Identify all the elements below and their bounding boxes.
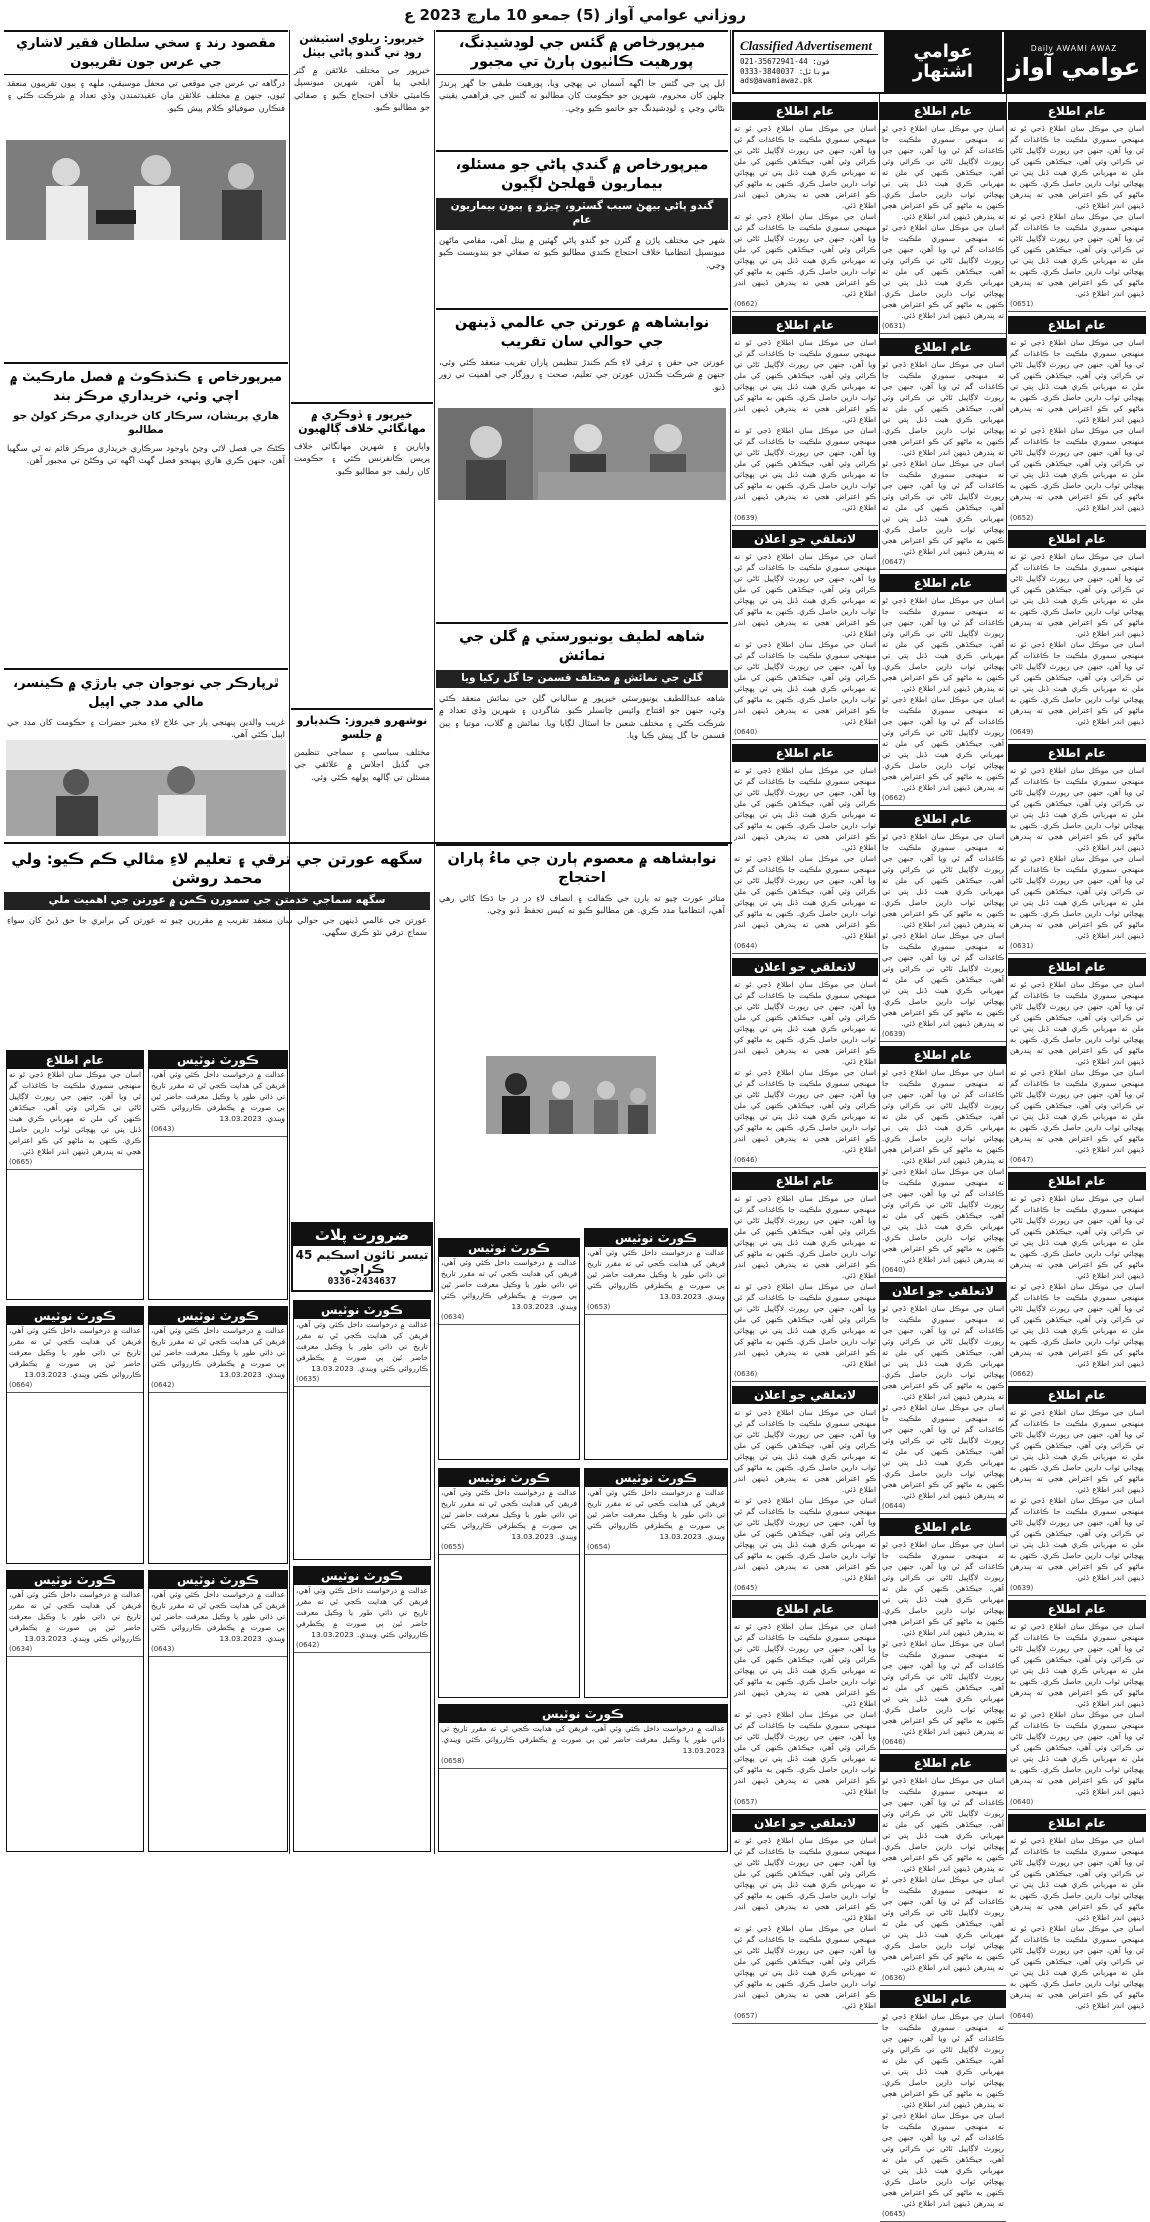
music-event-photo-image — [6, 140, 286, 240]
story-headline: نوابشاهه ۾ عورتن جي عالمي ڏينهن جي حوالي سان تقريب — [454, 315, 710, 350]
story-headline: خيرپور ۽ ڏوڪري ۾ مهانگائي خلاف ڳالهيون — [298, 408, 426, 435]
court-notice-text: عدالت ۾ درخواست داخل ڪئي وئي آهي، فريقن کي هدايت ڪجي ٿي ته مقرر تاريخ تي ذاتي طور يا وڪيل معرفت حاضر ٿين ٻي صورت ۾ يڪطرفي ڪارروائي ڪئي ويندي. 13.03.2023 — [151, 1070, 285, 1123]
notice-text: اسان جي موڪل سان اطلاع ڏجي ٿو ته منهنجي سموري ملڪيت جا ڪاغذات گم ٿي ويا آهن، جنهن جي رپورٽ لاڳاپيل ٿاڻي تي ڪرائي وئي آهي، جيڪڏهن ڪنهن کي ملن ته مهرباني ڪري هيٺ ڏنل پتي تي پهچائي ثواب دارين حاصل ڪري. ڪنهن به ماڻهو کي ڪو اعتراض هجي ته پندرهن ڏينهن اندر اطلاع ڏئي. — [1010, 980, 1144, 1066]
notice-heading: لاتعلقي جو اعلان — [732, 958, 878, 976]
notice-text: اسان جي موڪل سان اطلاع ڏجي ٿو ته منهنجي سموري ملڪيت جا ڪاغذات گم ٿي ويا آهن، جنهن جي رپورٽ لاڳاپيل ٿاڻي تي ڪرائي وئي آهي، جيڪڏهن ڪنهن کي ملن ته مهرباني ڪري هيٺ ڏنل پتي تي پهچائي ثواب دارين حاصل ڪري. ڪنهن به ماڻهو کي ڪو اعتراض هجي ته پندرهن ڏينهن اندر اطلاع ڏئي. — [882, 1068, 1004, 1165]
story-divider — [291, 708, 433, 710]
phone-line: 021-35672941-44 :فون — [740, 56, 831, 66]
notice-heading: عام اطلاع — [880, 1518, 1006, 1536]
notice-text: اسان جي موڪل سان اطلاع ڏجي ٿو ته منهنجي سموري ملڪيت جا ڪاغذات گم ٿي ويا آهن، جنهن جي رپورٽ لاڳاپيل ٿاڻي تي ڪرائي وئي آهي، جيڪڏهن ڪنهن کي ملن ته مهرباني ڪري هيٺ ڏنل پتي تي پهچائي ثواب دارين حاصل ڪري. ڪنهن به ماڻهو کي ڪو اعتراض هجي ته پندرهن ڏينهن اندر اطلاع ڏئي. — [734, 552, 876, 638]
court-notice-text: عدالت ۾ درخواست داخل ڪئي وئي آهي، فريقن کي هدايت ڪجي ٿي ته مقرر تاريخ تي ذاتي طور يا وڪيل معرفت حاضر ٿين ٻي صورت ۾ يڪطرفي ڪارروائي ڪئي ويندي. 13.03.2023 — [587, 1248, 725, 1301]
protest-photo — [486, 1056, 656, 1134]
notice-heading: عام اطلاع — [1008, 316, 1146, 334]
notice-text: اسان جي موڪل سان اطلاع ڏجي ٿو ته منهنجي سموري ملڪيت جا ڪاغذات گم ٿي ويا آهن، جنهن جي رپورٽ لاڳاپيل ٿاڻي تي ڪرائي وئي آهي، جيڪڏهن ڪنهن کي ملن ته مهرباني ڪري هيٺ ڏنل پتي تي پهچائي ثواب دارين حاصل ڪري. ڪنهن به ماڻهو کي ڪو اعتراض هجي ته پندرهن ڏينهن اندر اطلاع ڏئي. — [1010, 1282, 1144, 1368]
notice-text: اسان جي موڪل سان اطلاع ڏجي ٿو ته منهنجي سموري ملڪيت جا ڪاغذات گم ٿي ويا آهن، جنهن جي رپورٽ لاڳاپيل ٿاڻي تي ڪرائي وئي آهي، جيڪڏهن ڪنهن کي ملن ته مهرباني ڪري هيٺ ڏنل پتي تي پهچائي ثواب دارين حاصل ڪري. ڪنهن به ماڻهو کي ڪو اعتراض هجي ته پندرهن ڏينهن اندر اطلاع ڏئي. — [734, 1194, 876, 1280]
notice-text: اسان جي موڪل سان اطلاع ڏجي ٿو ته منهنجي سموري ملڪيت جا ڪاغذات گم ٿي ويا آهن، جنهن جي رپورٽ لاڳاپيل ٿاڻي تي ڪرائي وئي آهي، جيڪڏهن ڪنهن کي ملن ته مهرباني ڪري هيٺ ڏنل پتي تي پهچائي ثواب دارين حاصل ڪري. ڪنهن به ماڻهو کي ڪو اعتراض هجي ته پندرهن ڏينهن اندر اطلاع ڏئي. — [734, 1622, 876, 1708]
story-divider — [436, 622, 728, 624]
notice-ref: (0658) — [439, 1756, 727, 1769]
story-body: شاهه عبداللطيف يونيورسٽي خيرپور ۾ سالياني گلن جي نمائش منعقد ڪئي وئي، جنهن جو افتتاح وائيس چانسلر ڪيو. شاگردن ۽ شهرين وڏي تعداد ۾ شرڪت ڪئي ۽ مختلف شعبن جا اسٽال لڳايا ويا. نمائش ۾ گلاب، موتيا ۽ ٻين قسمن جا گل پيش ڪيا ويا. — [439, 693, 725, 741]
court-notice-box — [148, 1570, 288, 1852]
page-header — [0, 0, 1150, 30]
story-subhead: هاري پريشان، سرڪار کان خريداري مرڪز کولڻ جو مطالبو — [12, 410, 280, 436]
notice-text: اسان جي موڪل سان اطلاع ڏجي ٿو ته منهنجي سموري ملڪيت جا ڪاغذات گم ٿي ويا آهن، جنهن جي رپورٽ لاڳاپيل ٿاڻي تي ڪرائي وئي آهي، جيڪڏهن ڪنهن کي ملن ته مهرباني ڪري هيٺ ڏنل پتي تي پهچائي ثواب دارين حاصل ڪري. ڪنهن به ماڻهو کي ڪو اعتراض هجي ته پندرهن ڏينهن اندر اطلاع ڏئي. — [882, 459, 1004, 556]
story-womens-day-nawabshah — [436, 312, 728, 406]
classified-masthead — [732, 30, 1146, 94]
notice-ref: (0642) — [294, 1640, 430, 1653]
notice-heading: عام اطلاع — [732, 316, 878, 334]
notice-ref: (0646) — [732, 1155, 878, 1168]
story-mother-protest — [436, 848, 728, 1060]
notice-text: اسان جي موڪل سان اطلاع ڏجي ٿو ته منهنجي سموري ملڪيت جا ڪاغذات گم ٿي ويا آهن، جنهن جي رپورٽ لاڳاپيل ٿاڻي تي ڪرائي وئي آهي، جيڪڏهن ڪنهن کي ملن ته مهرباني ڪري هيٺ ڏنل پتي تي پهچائي ثواب دارين حاصل ڪري. ڪنهن به ماڻهو کي ڪو اعتراض هجي ته پندرهن ڏينهن اندر اطلاع ڏئي. — [882, 832, 1004, 929]
notice-column-3 — [732, 98, 878, 2020]
court-notice-title: ڪورٽ نوٽيس — [7, 1571, 143, 1589]
court-notice-text: عدالت ۾ درخواست داخل ڪئي وئي آهي، فريقن کي هدايت ڪجي ٿي ته مقرر تاريخ تي ذاتي طور يا وڪيل معرفت حاضر ٿين ٻي صورت ۾ يڪطرفي ڪارروائي ڪئي ويندي. 13.03.2023 — [587, 1488, 725, 1541]
court-notice-title: ڪورٽ نوٽيس — [439, 1469, 579, 1487]
contact-info — [734, 32, 884, 92]
notice-ref: (0631) — [880, 321, 1006, 334]
notice-heading: عام اطلاع — [732, 744, 878, 762]
story-body: غريب والدين پنهنجي ٻار جي علاج لاءِ مخير حضرات ۽ حڪومت کان مدد جي اپيل ڪئي آهي. — [7, 717, 285, 740]
court-notice-title: ڪورٽ نوٽيس — [585, 1229, 727, 1247]
notice-text: اسان جي موڪل سان اطلاع ڏجي ٿو ته منهنجي سموري ملڪيت جا ڪاغذات گم ٿي ويا آهن، جنهن جي رپورٽ لاڳاپيل ٿاڻي تي ڪرائي وئي آهي، جيڪڏهن ڪنهن کي ملن ته مهرباني ڪري هيٺ ڏنل پتي تي پهچائي ثواب دارين حاصل ڪري. ڪنهن به ماڻهو کي ڪو اعتراض هجي ته پندرهن ڏينهن اندر اطلاع ڏئي. — [882, 223, 1004, 320]
notice-text: اسان جي موڪل سان اطلاع ڏجي ٿو ته منهنجي سموري ملڪيت جا ڪاغذات گم ٿي ويا آهن، جنهن جي رپورٽ لاڳاپيل ٿاڻي تي ڪرائي وئي آهي، جيڪڏهن ڪنهن کي ملن ته مهرباني ڪري هيٺ ڏنل پتي تي پهچائي ثواب دارين حاصل ڪري. ڪنهن به ماڻهو کي ڪو اعتراض هجي ته پندرهن ڏينهن اندر اطلاع ڏئي. — [734, 212, 876, 298]
notice-text: اسان جي موڪل سان اطلاع ڏجي ٿو ته منهنجي سموري ملڪيت جا ڪاغذات گم ٿي ويا آهن، جنهن جي رپورٽ لاڳاپيل ٿاڻي تي ڪرائي وئي آهي، جيڪڏهن ڪنهن کي ملن ته مهرباني ڪري هيٺ ڏنل پتي تي پهچائي ثواب دارين حاصل ڪري. ڪنهن به ماڻهو کي ڪو اعتراض هجي ته پندرهن ڏينهن اندر اطلاع ڏئي. — [1010, 854, 1144, 940]
notice-ref: (0645) — [732, 1583, 878, 1596]
notice-ref: (0657) — [732, 2011, 878, 2024]
story-divider — [4, 362, 288, 364]
notice-text: اسان جي موڪل سان اطلاع ڏجي ٿو ته منهنجي سموري ملڪيت جا ڪاغذات گم ٿي ويا آهن، جنهن جي رپورٽ لاڳاپيل ٿاڻي تي ڪرائي وئي آهي، جيڪڏهن ڪنهن کي ملن ته مهرباني ڪري هيٺ ڏنل پتي تي پهچائي ثواب دارين حاصل ڪري. ڪنهن به ماڻهو کي ڪو اعتراض هجي ته پندرهن ڏينهن اندر اطلاع ڏئي. — [734, 1924, 876, 2010]
mobile-line: 0333-3840037 :موبائل — [740, 66, 831, 76]
notice-heading: عام اطلاع — [880, 102, 1006, 120]
notice-text: اسان جي موڪل سان اطلاع ڏجي ٿو ته منهنجي سموري ملڪيت جا ڪاغذات گم ٿي ويا آهن، جنهن جي رپورٽ لاڳاپيل ٿاڻي تي ڪرائي وئي آهي، جيڪڏهن ڪنهن کي ملن ته مهرباني ڪري هيٺ ڏنل پتي تي پهچائي ثواب دارين حاصل ڪري. ڪنهن به ماڻهو کي ڪو اعتراض هجي ته پندرهن ڏينهن اندر اطلاع ڏئي. — [734, 338, 876, 424]
story-headline: ٿرپارڪر جي نوجوان جي ٻارڙي ۾ ڪينسر، مالي مدد جي اپيل — [13, 676, 279, 710]
notice-text: اسان جي موڪل سان اطلاع ڏجي ٿو ته منهنجي سموري ملڪيت جا ڪاغذات گم ٿي ويا آهن، جنهن جي رپورٽ لاڳاپيل ٿاڻي تي ڪرائي وئي آهي، جيڪڏهن ڪنهن کي ملن ته مهرباني ڪري هيٺ ڏنل پتي تي پهچائي ثواب دارين حاصل ڪري. ڪنهن به ماڻهو کي ڪو اعتراض هجي ته پندرهن ڏينهن اندر اطلاع ڏئي. — [1010, 1836, 1144, 1922]
notice-text: اسان جي موڪل سان اطلاع ڏجي ٿو ته منهنجي سموري ملڪيت جا ڪاغذات گم ٿي ويا آهن، جنهن جي رپورٽ لاڳاپيل ٿاڻي تي ڪرائي وئي آهي، جيڪڏهن ڪنهن کي ملن ته مهرباني ڪري هيٺ ڏنل پتي تي پهچائي ثواب دارين حاصل ڪري. ڪنهن به ماڻهو کي ڪو اعتراض هجي ته پندرهن ڏينهن اندر اطلاع ڏئي. — [1010, 1408, 1144, 1494]
court-notice-box — [584, 1228, 728, 1460]
story-headline: مقصود رند ۽ سخي سلطان فقير لاشاري جي عرس جون تقريبون — [4, 30, 288, 75]
notice-heading: عام اطلاع — [732, 102, 878, 120]
notice-heading: لاتعلقي جو اعلان — [880, 1282, 1006, 1300]
column-rule — [434, 30, 435, 1854]
story-subhead: گندو پاڻي بيهڻ سبب گسٽرو، ڇيڙو ۽ ٻيون بيماريون عام — [436, 198, 728, 230]
court-notice-title: ڪورٽ نوٽيس — [439, 1239, 579, 1257]
email-line: ads@awamiawaz.pk — [740, 76, 813, 86]
court-notice-box — [438, 1704, 728, 1852]
notice-text: اسان جي موڪل سان اطلاع ڏجي ٿو ته منهنجي سموري ملڪيت جا ڪاغذات گم ٿي ويا آهن، جنهن جي رپورٽ لاڳاپيل ٿاڻي تي ڪرائي وئي آهي، جيڪڏهن ڪنهن کي ملن ته مهرباني ڪري هيٺ ڏنل پتي تي پهچائي ثواب دارين حاصل ڪري. ڪنهن به ماڻهو کي ڪو اعتراض هجي ته پندرهن ڏينهن اندر اطلاع ڏئي. — [882, 1304, 1004, 1401]
notice-heading: عام اطلاع — [1008, 1814, 1146, 1832]
notice-ref: (0644) — [880, 1501, 1006, 1514]
notice-text: اسان جي موڪل سان اطلاع ڏجي ٿو ته منهنجي سموري ملڪيت جا ڪاغذات گم ٿي ويا آهن، جنهن جي رپورٽ لاڳاپيل ٿاڻي تي ڪرائي وئي آهي، جيڪڏهن ڪنهن کي ملن ته مهرباني ڪري هيٺ ڏنل پتي تي پهچائي ثواب دارين حاصل ڪري. ڪنهن به ماڻهو کي ڪو اعتراض هجي ته پندرهن ڏينهن اندر اطلاع ڏئي. — [882, 931, 1004, 1028]
notice-title: عام اطلاع — [7, 1051, 143, 1069]
court-notice-text: عدالت ۾ درخواست داخل ڪئي وئي آهي، فريقن کي هدايت ڪجي ٿي ته مقرر تاريخ تي ذاتي طور يا وڪيل معرفت حاضر ٿين ٻي صورت ۾ يڪطرفي ڪارروائي ڪئي ويندي. 13.03.2023 — [441, 1258, 577, 1311]
court-notice-box — [584, 1468, 728, 1698]
notice-text: اسان جي موڪل سان اطلاع ڏجي ٿو ته منهنجي سموري ملڪيت جا ڪاغذات گم ٿي ويا آهن، جنهن جي رپورٽ لاڳاپيل ٿاڻي تي ڪرائي وئي آهي، جيڪڏهن ڪنهن کي ملن ته مهرباني ڪري هيٺ ڏنل پتي تي پهچائي ثواب دارين حاصل ڪري. ڪنهن به ماڻهو کي ڪو اعتراض هجي ته پندرهن ڏينهن اندر اطلاع ڏئي. — [882, 124, 1004, 221]
notice-heading: عام اطلاع — [880, 1046, 1006, 1064]
notice-text: اسان جي موڪل سان اطلاع ڏجي ٿو ته منهنجي سموري ملڪيت جا ڪاغذات گم ٿي ويا آهن، جنهن جي رپورٽ لاڳاپيل ٿاڻي تي ڪرائي وئي آهي، جيڪڏهن ڪنهن کي ملن ته مهرباني ڪري هيٺ ڏنل پتي تي پهچائي ثواب دارين حاصل ڪري. ڪنهن به ماڻهو کي ڪو اعتراض هجي ته پندرهن ڏينهن اندر اطلاع ڏئي. — [1010, 1194, 1144, 1280]
court-notice-title: ڪورٽ نوٽيس — [7, 1307, 143, 1325]
court-notice-text: عدالت ۾ درخواست داخل ڪئي وئي آهي، فريقن کي هدايت ڪجي ٿي ته مقرر تاريخ تي ذاتي طور يا وڪيل معرفت حاضر ٿين ٻي صورت ۾ يڪطرفي ڪارروائي ڪئي ويندي. 13.03.2023 — [441, 1488, 577, 1541]
notice-ref: (0653) — [585, 1302, 727, 1315]
notice-ref: (0636) — [732, 1369, 878, 1382]
court-notice-text: عدالت ۾ درخواست داخل ڪئي وئي آهي، فريقن کي هدايت ڪجي ٿي ته مقرر تاريخ تي ذاتي طور يا وڪيل معرفت حاضر ٿين ٻي صورت ۾ يڪطرفي ڪارروائي ڪئي ويندي. 13.03.2023 — [296, 1586, 428, 1639]
notice-text: اسان جي موڪل سان اطلاع ڏجي ٿو ته منهنجي سموري ملڪيت جا ڪاغذات گم ٿي ويا آهن، جنهن جي رپورٽ لاڳاپيل ٿاڻي تي ڪرائي وئي آهي، جيڪڏهن ڪنهن کي ملن ته مهرباني ڪري هيٺ ڏنل پتي تي پهچائي ثواب دارين حاصل ڪري. ڪنهن به ماڻهو کي ڪو اعتراض هجي ته پندرهن ڏينهن اندر اطلاع ڏئي. — [9, 1070, 141, 1156]
notice-heading: عام اطلاع — [880, 338, 1006, 356]
notice-text: اسان جي موڪل سان اطلاع ڏجي ٿو ته منهنجي سموري ملڪيت جا ڪاغذات گم ٿي ويا آهن، جنهن جي رپورٽ لاڳاپيل ٿاڻي تي ڪرائي وئي آهي، جيڪڏهن ڪنهن کي ملن ته مهرباني ڪري هيٺ ڏنل پتي تي پهچائي ثواب دارين حاصل ڪري. ڪنهن به ماڻهو کي ڪو اعتراض هجي ته پندرهن ڏينهن اندر اطلاع ڏئي. — [734, 1408, 876, 1494]
court-notice-text: عدالت ۾ درخواست داخل ڪئي وئي آهي، فريقن کي هدايت ڪجي ٿي ته مقرر تاريخ تي ذاتي طور يا وڪيل معرفت حاضر ٿين ٻي صورت ۾ يڪطرفي ڪارروائي ڪئي ويندي. 13.03.2023 — [151, 1590, 285, 1643]
notice-column-2 — [880, 98, 1006, 2218]
notice-ref: (0649) — [1008, 727, 1146, 740]
story-khairpur-drainage — [291, 30, 433, 400]
story-body: متاثر عورت چيو ته ٻارن جي ڪفالت ۽ انصاف لاءِ در در جا ڌڪا کائي رهي آهي، انتظاميا مدد ڪري. هن مطالبو ڪيو ته کيس تحفظ ڏنو وڃي. — [439, 893, 725, 916]
notice-heading: لاتعلقي جو اعلان — [732, 1386, 878, 1404]
notice-heading: عام اطلاع — [1008, 102, 1146, 120]
general-notice-box — [6, 1050, 144, 1300]
notice-ref: (0662) — [732, 299, 878, 312]
story-sigh-women — [4, 848, 430, 1048]
story-flower-exhibition — [436, 626, 728, 840]
notice-heading: عام اطلاع — [1008, 958, 1146, 976]
story-divider — [4, 668, 288, 670]
notice-heading: عام اطلاع — [880, 810, 1006, 828]
notice-ref: (0664) — [7, 1380, 143, 1393]
notice-text: اسان جي موڪل سان اطلاع ڏجي ٿو ته منهنجي سموري ملڪيت جا ڪاغذات گم ٿي ويا آهن، جنهن جي رپورٽ لاڳاپيل ٿاڻي تي ڪرائي وئي آهي، جيڪڏهن ڪنهن کي ملن ته مهرباني ڪري هيٺ ڏنل پتي تي پهچائي ثواب دارين حاصل ڪري. ڪنهن به ماڻهو کي ڪو اعتراض هجي ته پندرهن ڏينهن اندر اطلاع ڏئي. — [734, 426, 876, 512]
notice-heading: عام اطلاع — [1008, 1172, 1146, 1190]
notice-heading: لاتعلقي جو اعلان — [732, 1814, 878, 1832]
court-notice-box — [148, 1306, 288, 1564]
notice-ref: (0634) — [439, 1312, 579, 1325]
court-notice-box — [6, 1306, 144, 1564]
story-body: واپارين ۽ شهرين مهانگائي خلاف پريس ڪانفرنس ڪئي ۽ حڪومت کان رليف جو مطالبو ڪيو. — [294, 441, 430, 476]
notice-text: اسان جي موڪل سان اطلاع ڏجي ٿو ته منهنجي سموري ملڪيت جا ڪاغذات گم ٿي ويا آهن، جنهن جي رپورٽ لاڳاپيل ٿاڻي تي ڪرائي وئي آهي، جيڪڏهن ڪنهن کي ملن ته مهرباني ڪري هيٺ ڏنل پتي تي پهچائي ثواب دارين حاصل ڪري. ڪنهن به ماڻهو کي ڪو اعتراض هجي ته پندرهن ڏينهن اندر اطلاع ڏئي. — [734, 1068, 876, 1154]
notice-text: اسان جي موڪل سان اطلاع ڏجي ٿو ته منهنجي سموري ملڪيت جا ڪاغذات گم ٿي ويا آهن، جنهن جي رپورٽ لاڳاپيل ٿاڻي تي ڪرائي وئي آهي، جيڪڏهن ڪنهن کي ملن ته مهرباني ڪري هيٺ ڏنل پتي تي پهچائي ثواب دارين حاصل ڪري. ڪنهن به ماڻهو کي ڪو اعتراض هجي ته پندرهن ڏينهن اندر اطلاع ڏئي. — [1010, 1924, 1144, 2010]
notice-ref: (0652) — [1008, 513, 1146, 526]
notice-ref: (0643) — [149, 1124, 287, 1137]
notice-ref: (0631) — [1008, 941, 1146, 954]
story-subhead: گلن جي نمائش ۾ مختلف قسمن جا گل رکيا ويا — [436, 670, 728, 688]
notice-text: اسان جي موڪل سان اطلاع ڏجي ٿو ته منهنجي سموري ملڪيت جا ڪاغذات گم ٿي ويا آهن، جنهن جي رپورٽ لاڳاپيل ٿاڻي تي ڪرائي وئي آهي، جيڪڏهن ڪنهن کي ملن ته مهرباني ڪري هيٺ ڏنل پتي تي پهچائي ثواب دارين حاصل ڪري. ڪنهن به ماڻهو کي ڪو اعتراض هجي ته پندرهن ڏينهن اندر اطلاع ڏئي. — [882, 1875, 1004, 1972]
notice-text: اسان جي موڪل سان اطلاع ڏجي ٿو ته منهنجي سموري ملڪيت جا ڪاغذات گم ٿي ويا آهن، جنهن جي رپورٽ لاڳاپيل ٿاڻي تي ڪرائي وئي آهي، جيڪڏهن ڪنهن کي ملن ته مهرباني ڪري هيٺ ڏنل پتي تي پهچائي ثواب دارين حاصل ڪري. ڪنهن به ماڻهو کي ڪو اعتراض هجي ته پندرهن ڏينهن اندر اطلاع ڏئي. — [734, 980, 876, 1066]
notice-heading: عام اطلاع — [732, 1600, 878, 1618]
classified-label: Classified Advertisement — [740, 38, 878, 55]
notice-heading: عام اطلاع — [880, 574, 1006, 592]
notice-text: اسان جي موڪل سان اطلاع ڏجي ٿو ته منهنجي سموري ملڪيت جا ڪاغذات گم ٿي ويا آهن، جنهن جي رپورٽ لاڳاپيل ٿاڻي تي ڪرائي وئي آهي، جيڪڏهن ڪنهن کي ملن ته مهرباني ڪري هيٺ ڏنل پتي تي پهچائي ثواب دارين حاصل ڪري. ڪنهن به ماڻهو کي ڪو اعتراض هجي ته پندرهن ڏينهن اندر اطلاع ڏئي. — [734, 854, 876, 940]
column-rule — [1006, 30, 1007, 1854]
story-wheat-market — [4, 366, 288, 666]
story-headline: سگهه عورتن جي ترقي ۽ تعليم لاءِ مثالي ڪم ڪيو: ولي محمد روشن — [11, 850, 423, 887]
story-body: عورتن جي حقن ۽ ترقي لاءِ ڪم ڪندڙ تنظيمن پاران تقريب منعقد ڪئي وئي، جنهن ۾ شرڪت ڪندڙن عورتن جي تعليم، صحت ۽ روزگار جي اهميت تي زور ڏنو. — [439, 357, 725, 392]
notice-ref: (0640) — [1008, 1797, 1146, 1810]
notice-ref: (0657) — [732, 1797, 878, 1810]
notice-heading: عام اطلاع — [1008, 1386, 1146, 1404]
notice-text: اسان جي موڪل سان اطلاع ڏجي ٿو ته منهنجي سموري ملڪيت جا ڪاغذات گم ٿي ويا آهن، جنهن جي رپورٽ لاڳاپيل ٿاڻي تي ڪرائي وئي آهي، جيڪڏهن ڪنهن کي ملن ته مهرباني ڪري هيٺ ڏنل پتي تي پهچائي ثواب دارين حاصل ڪري. ڪنهن به ماڻهو کي ڪو اعتراض هجي ته پندرهن ڏينهن اندر اطلاع ڏئي. — [1010, 124, 1144, 210]
notice-text: اسان جي موڪل سان اطلاع ڏجي ٿو ته منهنجي سموري ملڪيت جا ڪاغذات گم ٿي ويا آهن، جنهن جي رپورٽ لاڳاپيل ٿاڻي تي ڪرائي وئي آهي، جيڪڏهن ڪنهن کي ملن ته مهرباني ڪري هيٺ ڏنل پتي تي پهچائي ثواب دارين حاصل ڪري. ڪنهن به ماڻهو کي ڪو اعتراض هجي ته پندرهن ڏينهن اندر اطلاع ڏئي. — [1010, 212, 1144, 298]
story-body: درگاهه تي عرس جي موقعي تي محفل موسيقي، ملهه ۽ ٻيون تقريبون منعقد ٿيون، جنهن ۾ مختلف علائقن مان عقيدتمندن وڏي تعداد ۾ شرڪت ڪئي ۽ فنڪارن صوفياڻو ڪلام پيش ڪيو. — [7, 78, 285, 113]
notice-ref: (0662) — [1008, 1369, 1146, 1382]
notice-ref: (0639) — [732, 513, 878, 526]
story-headline: ميرپورخاص ۾ گئس جي لوڊشيڊنگ، پورهيت ڪاٺيون ٻارڻ تي مجبور — [436, 30, 728, 75]
notice-ref: (0654) — [585, 1542, 727, 1555]
notice-column-1 — [1008, 98, 1146, 2020]
notice-heading: لاتعلقي جو اعلان — [732, 530, 878, 548]
court-notice-title: ڪورٽ نوٽيس — [149, 1051, 287, 1069]
notice-text: اسان جي موڪل سان اطلاع ڏجي ٿو ته منهنجي سموري ملڪيت جا ڪاغذات گم ٿي ويا آهن، جنهن جي رپورٽ لاڳاپيل ٿاڻي تي ڪرائي وئي آهي، جيڪڏهن ڪنهن کي ملن ته مهرباني ڪري هيٺ ڏنل پتي تي پهچائي ثواب دارين حاصل ڪري. ڪنهن به ماڻهو کي ڪو اعتراض هجي ته پندرهن ڏينهن اندر اطلاع ڏئي. — [882, 2012, 1004, 2109]
notice-ref: (0639) — [880, 1029, 1006, 1042]
court-notice-box — [438, 1238, 580, 1460]
notice-text: اسان جي موڪل سان اطلاع ڏجي ٿو ته منهنجي سموري ملڪيت جا ڪاغذات گم ٿي ويا آهن، جنهن جي رپورٽ لاڳاپيل ٿاڻي تي ڪرائي وئي آهي، جيڪڏهن ڪنهن کي ملن ته مهرباني ڪري هيٺ ڏنل پتي تي پهچائي ثواب دارين حاصل ڪري. ڪنهن به ماڻهو کي ڪو اعتراض هجي ته پندرهن ڏينهن اندر اطلاع ڏئي. — [1010, 552, 1144, 638]
story-headline: ميرپورخاص ۽ ڪنڌڪوٽ ۾ فصل مارڪيٽ ۾ اچي وئي، خريداري مرڪز بند — [9, 370, 283, 404]
story-divider — [436, 150, 728, 152]
family-photo-image — [6, 740, 286, 836]
court-notice-text: عدالت ۾ درخواست داخل ڪئي وئي آهي، فريقن کي هدايت ڪجي ٿي ته مقرر تاريخ تي ذاتي طور يا وڪيل معرفت حاضر ٿين ٻي صورت ۾ يڪطرفي ڪارروائي ڪئي ويندي. 13.03.2023 — [441, 1724, 725, 1755]
ad-title: ضرورت پلاٽ — [293, 1224, 431, 1246]
court-notice-box — [438, 1468, 580, 1698]
notice-text: اسان جي موڪل سان اطلاع ڏجي ٿو ته منهنجي سموري ملڪيت جا ڪاغذات گم ٿي ويا آهن، جنهن جي رپورٽ لاڳاپيل ٿاڻي تي ڪرائي وئي آهي، جيڪڏهن ڪنهن کي ملن ته مهرباني ڪري هيٺ ڏنل پتي تي پهچائي ثواب دارين حاصل ڪري. ڪنهن به ماڻهو کي ڪو اعتراض هجي ته پندرهن ڏينهن اندر اطلاع ڏئي. — [734, 1496, 876, 1582]
notice-text: اسان جي موڪل سان اطلاع ڏجي ٿو ته منهنجي سموري ملڪيت جا ڪاغذات گم ٿي ويا آهن، جنهن جي رپورٽ لاڳاپيل ٿاڻي تي ڪرائي وئي آهي، جيڪڏهن ڪنهن کي ملن ته مهرباني ڪري هيٺ ڏنل پتي تي پهچائي ثواب دارين حاصل ڪري. ڪنهن به ماڻهو کي ڪو اعتراض هجي ته پندرهن ڏينهن اندر اطلاع ڏئي. — [882, 1167, 1004, 1264]
ad-phone: 0336-2434637 — [327, 1276, 397, 1287]
court-notice-box — [6, 1570, 144, 1852]
notice-heading: عام اطلاع — [732, 1172, 878, 1190]
ad-subtitle: تيسر ٽائون اسڪيم 45 ڪراچي — [295, 1248, 429, 1276]
notice-ref: (0640) — [880, 1265, 1006, 1278]
court-notice-text: عدالت ۾ درخواست داخل ڪئي وئي آهي، فريقن کي هدايت ڪجي ٿي ته مقرر تاريخ تي ذاتي طور يا وڪيل معرفت حاضر ٿين ٻي صورت ۾ يڪطرفي ڪارروائي ڪئي ويندي. 13.03.2023 — [9, 1590, 141, 1643]
court-notice-box — [293, 1300, 431, 1560]
court-notice-text: عدالت ۾ درخواست داخل ڪئي وئي آهي، فريقن کي هدايت ڪجي ٿي ته مقرر تاريخ تي ذاتي طور يا وڪيل معرفت حاضر ٿين ٻي صورت ۾ يڪطرفي ڪارروائي ڪئي ويندي. 13.03.2023 — [151, 1326, 285, 1379]
story-divider — [436, 844, 728, 846]
notice-text: اسان جي موڪل سان اطلاع ڏجي ٿو ته منهنجي سموري ملڪيت جا ڪاغذات گم ٿي ويا آهن، جنهن جي رپورٽ لاڳاپيل ٿاڻي تي ڪرائي وئي آهي، جيڪڏهن ڪنهن کي ملن ته مهرباني ڪري هيٺ ڏنل پتي تي پهچائي ثواب دارين حاصل ڪري. ڪنهن به ماڻهو کي ڪو اعتراض هجي ته پندرهن ڏينهن اندر اطلاع ڏئي. — [882, 695, 1004, 792]
protest-photo-image — [486, 1056, 656, 1134]
notice-ref: (0647) — [1008, 1155, 1146, 1168]
notice-ref: (0644) — [732, 941, 878, 954]
notice-ref: (0635) — [294, 1374, 430, 1387]
brand-logo: Daily AWAMI AWAZ عوامي آواز — [1004, 32, 1144, 92]
notice-text: اسان جي موڪل سان اطلاع ڏجي ٿو ته منهنجي سموري ملڪيت جا ڪاغذات گم ٿي ويا آهن، جنهن جي رپورٽ لاڳاپيل ٿاڻي تي ڪرائي وئي آهي، جيڪڏهن ڪنهن کي ملن ته مهرباني ڪري هيٺ ڏنل پتي تي پهچائي ثواب دارين حاصل ڪري. ڪنهن به ماڻهو کي ڪو اعتراض هجي ته پندرهن ڏينهن اندر اطلاع ڏئي. — [882, 1540, 1004, 1637]
story-headline: ميرپورخاص ۾ گندي پاڻي جو مسئلو، بيماريون ڦهلجڻ لڳيون — [455, 157, 709, 192]
court-notice-text: عدالت ۾ درخواست داخل ڪئي وئي آهي، فريقن کي هدايت ڪجي ٿي ته مقرر تاريخ تي ذاتي طور يا وڪيل معرفت حاضر ٿين ٻي صورت ۾ يڪطرفي ڪارروائي ڪئي ويندي. 13.03.2023 — [296, 1320, 428, 1373]
notice-ref: (0665) — [7, 1157, 143, 1170]
notice-ref: (0651) — [1008, 299, 1146, 312]
notice-text: اسان جي موڪل سان اطلاع ڏجي ٿو ته منهنجي سموري ملڪيت جا ڪاغذات گم ٿي ويا آهن، جنهن جي رپورٽ لاڳاپيل ٿاڻي تي ڪرائي وئي آهي، جيڪڏهن ڪنهن کي ملن ته مهرباني ڪري هيٺ ڏنل پتي تي پهچائي ثواب دارين حاصل ڪري. ڪنهن به ماڻهو کي ڪو اعتراض هجي ته پندرهن ڏينهن اندر اطلاع ڏئي. — [882, 1639, 1004, 1736]
story-divider — [4, 842, 732, 844]
story-headline: نوشهرو فيروز: ڪنڊيارو ۾ جلسو — [296, 714, 428, 741]
story-cancer-appeal — [4, 672, 288, 738]
notice-text: اسان جي موڪل سان اطلاع ڏجي ٿو ته منهنجي سموري ملڪيت جا ڪاغذات گم ٿي ويا آهن، جنهن جي رپورٽ لاڳاپيل ٿاڻي تي ڪرائي وئي آهي، جيڪڏهن ڪنهن کي ملن ته مهرباني ڪري هيٺ ڏنل پتي تي پهچائي ثواب دارين حاصل ڪري. ڪنهن به ماڻهو کي ڪو اعتراض هجي ته پندرهن ڏينهن اندر اطلاع ڏئي. — [734, 1710, 876, 1796]
notice-text: اسان جي موڪل سان اطلاع ڏجي ٿو ته منهنجي سموري ملڪيت جا ڪاغذات گم ٿي ويا آهن، جنهن جي رپورٽ لاڳاپيل ٿاڻي تي ڪرائي وئي آهي، جيڪڏهن ڪنهن کي ملن ته مهرباني ڪري هيٺ ڏنل پتي تي پهچائي ثواب دارين حاصل ڪري. ڪنهن به ماڻهو کي ڪو اعتراض هجي ته پندرهن ڏينهن اندر اطلاع ڏئي. — [734, 124, 876, 210]
story-headline: نوابشاهه ۾ معصوم ٻارن جي ماءُ پاران احتجاج — [447, 851, 717, 886]
notice-text: اسان جي موڪل سان اطلاع ڏجي ٿو ته منهنجي سموري ملڪيت جا ڪاغذات گم ٿي ويا آهن، جنهن جي رپورٽ لاڳاپيل ٿاڻي تي ڪرائي وئي آهي، جيڪڏهن ڪنهن کي ملن ته مهرباني ڪري هيٺ ڏنل پتي تي پهچائي ثواب دارين حاصل ڪري. ڪنهن به ماڻهو کي ڪو اعتراض هجي ته پندرهن ڏينهن اندر اطلاع ڏئي. — [1010, 1068, 1144, 1154]
notice-text: اسان جي موڪل سان اطلاع ڏجي ٿو ته منهنجي سموري ملڪيت جا ڪاغذات گم ٿي ويا آهن، جنهن جي رپورٽ لاڳاپيل ٿاڻي تي ڪرائي وئي آهي، جيڪڏهن ڪنهن کي ملن ته مهرباني ڪري هيٺ ڏنل پتي تي پهچائي ثواب دارين حاصل ڪري. ڪنهن به ماڻهو کي ڪو اعتراض هجي ته پندرهن ڏينهن اندر اطلاع ڏئي. — [734, 1836, 876, 1922]
story-body: ڪڻڪ جي فصل لاٿي وڃڻ باوجود سرڪاري خريداري مرڪز قائم نه ٿي سگهيا آهن، جنهن ڪري هاري پنهنجو فصل گهٽ اگهه تي وڪڻڻ تي مجبور آهن. — [7, 443, 285, 466]
notice-text: اسان جي موڪل سان اطلاع ڏجي ٿو ته منهنجي سموري ملڪيت جا ڪاغذات گم ٿي ويا آهن، جنهن جي رپورٽ لاڳاپيل ٿاڻي تي ڪرائي وئي آهي، جيڪڏهن ڪنهن کي ملن ته مهرباني ڪري هيٺ ڏنل پتي تي پهچائي ثواب دارين حاصل ڪري. ڪنهن به ماڻهو کي ڪو اعتراض هجي ته پندرهن ڏينهن اندر اطلاع ڏئي. — [1010, 1710, 1144, 1796]
family-photo — [6, 740, 286, 836]
court-notice-title: ڪورٽ نوٽيس — [439, 1705, 727, 1723]
court-notice-text: عدالت ۾ درخواست داخل ڪئي وئي آهي، فريقن کي هدايت ڪجي ٿي ته مقرر تاريخ تي ذاتي طور يا وڪيل معرفت حاضر ٿين ٻي صورت ۾ يڪطرفي ڪارروائي ڪئي ويندي. 13.03.2023 — [9, 1326, 141, 1379]
story-headline: خيرپور: ريلوي اسٽيشن روڊ تي گندو پاڻي بيٺل — [299, 32, 425, 59]
court-notice-title: ڪورٽ نوٽيس — [585, 1469, 727, 1487]
notice-ref: (0642) — [149, 1380, 287, 1393]
column-rule — [730, 30, 731, 1854]
event-photo — [438, 408, 726, 500]
notice-ref: (0662) — [880, 793, 1006, 806]
notice-text: اسان جي موڪل سان اطلاع ڏجي ٿو ته منهنجي سموري ملڪيت جا ڪاغذات گم ٿي ويا آهن، جنهن جي رپورٽ لاڳاپيل ٿاڻي تي ڪرائي وئي آهي، جيڪڏهن ڪنهن کي ملن ته مهرباني ڪري هيٺ ڏنل پتي تي پهچائي ثواب دارين حاصل ڪري. ڪنهن به ماڻهو کي ڪو اعتراض هجي ته پندرهن ڏينهن اندر اطلاع ڏئي. — [734, 1282, 876, 1368]
notice-ref: (0645) — [880, 2209, 1006, 2222]
notice-text: اسان جي موڪل سان اطلاع ڏجي ٿو ته منهنجي سموري ملڪيت جا ڪاغذات گم ٿي ويا آهن، جنهن جي رپورٽ لاڳاپيل ٿاڻي تي ڪرائي وئي آهي، جيڪڏهن ڪنهن کي ملن ته مهرباني ڪري هيٺ ڏنل پتي تي پهچائي ثواب دارين حاصل ڪري. ڪنهن به ماڻهو کي ڪو اعتراض هجي ته پندرهن ڏينهن اندر اطلاع ڏئي. — [1010, 426, 1144, 512]
notice-text: اسان جي موڪل سان اطلاع ڏجي ٿو ته منهنجي سموري ملڪيت جا ڪاغذات گم ٿي ويا آهن، جنهن جي رپورٽ لاڳاپيل ٿاڻي تي ڪرائي وئي آهي، جيڪڏهن ڪنهن کي ملن ته مهرباني ڪري هيٺ ڏنل پتي تي پهچائي ثواب دارين حاصل ڪري. ڪنهن به ماڻهو کي ڪو اعتراض هجي ته پندرهن ڏينهن اندر اطلاع ڏئي. — [882, 2111, 1004, 2208]
court-notice-box — [293, 1566, 431, 1852]
court-notice-title: ڪورٽ نوٽيس — [294, 1301, 430, 1319]
story-body: مختلف سياسي ۽ سماجي تنظيمن جي گڏيل اجلاس ۾ علائقي جي مسئلن تي ڳالهه ٻولهه ڪئي وئي. — [294, 747, 430, 782]
court-notice-title: ڪورٽ نوٽيس — [149, 1571, 287, 1589]
story-body: شهر جي مختلف پاڙن ۾ گٽرن جو گندو پاڻي گهٽين ۾ بيٺل آهي، مقامي ماڻهن ميونسپل انتظاميا خلاف احتجاج ڪندي مطالبو ڪيو ته صفائي جو بندوبست ڪيو وڃي. — [439, 235, 725, 270]
notice-text: اسان جي موڪل سان اطلاع ڏجي ٿو ته منهنجي سموري ملڪيت جا ڪاغذات گم ٿي ويا آهن، جنهن جي رپورٽ لاڳاپيل ٿاڻي تي ڪرائي وئي آهي، جيڪڏهن ڪنهن کي ملن ته مهرباني ڪري هيٺ ڏنل پتي تي پهچائي ثواب دارين حاصل ڪري. ڪنهن به ماڻهو کي ڪو اعتراض هجي ته پندرهن ڏينهن اندر اطلاع ڏئي. — [734, 766, 876, 852]
story-dirty-water — [436, 154, 728, 304]
court-notice-box — [148, 1050, 288, 1300]
notice-ref: (0636) — [880, 1973, 1006, 1986]
story-headline: شاهه لطيف يونيورسٽي ۾ گلن جي نمائش — [459, 629, 705, 664]
notice-ref: (0639) — [1008, 1583, 1146, 1596]
section-label: عوامي اشتهار — [884, 32, 1004, 92]
notice-text: اسان جي موڪل سان اطلاع ڏجي ٿو ته منهنجي سموري ملڪيت جا ڪاغذات گم ٿي ويا آهن، جنهن جي رپورٽ لاڳاپيل ٿاڻي تي ڪرائي وئي آهي، جيڪڏهن ڪنهن کي ملن ته مهرباني ڪري هيٺ ڏنل پتي تي پهچائي ثواب دارين حاصل ڪري. ڪنهن به ماڻهو کي ڪو اعتراض هجي ته پندرهن ڏينهن اندر اطلاع ڏئي. — [1010, 338, 1144, 424]
notice-text: اسان جي موڪل سان اطلاع ڏجي ٿو ته منهنجي سموري ملڪيت جا ڪاغذات گم ٿي ويا آهن، جنهن جي رپورٽ لاڳاپيل ٿاڻي تي ڪرائي وئي آهي، جيڪڏهن ڪنهن کي ملن ته مهرباني ڪري هيٺ ڏنل پتي تي پهچائي ثواب دارين حاصل ڪري. ڪنهن به ماڻهو کي ڪو اعتراض هجي ته پندرهن ڏينهن اندر اطلاع ڏئي. — [882, 1403, 1004, 1500]
notice-ref: (0643) — [149, 1644, 287, 1657]
notice-text: اسان جي موڪل سان اطلاع ڏجي ٿو ته منهنجي سموري ملڪيت جا ڪاغذات گم ٿي ويا آهن، جنهن جي رپورٽ لاڳاپيل ٿاڻي تي ڪرائي وئي آهي، جيڪڏهن ڪنهن کي ملن ته مهرباني ڪري هيٺ ڏنل پتي تي پهچائي ثواب دارين حاصل ڪري. ڪنهن به ماڻهو کي ڪو اعتراض هجي ته پندرهن ڏينهن اندر اطلاع ڏئي. — [882, 360, 1004, 457]
music-event-photo — [6, 140, 286, 240]
story-divider — [291, 402, 433, 404]
notice-heading: عام اطلاع — [880, 1754, 1006, 1772]
notice-heading: عام اطلاع — [1008, 1600, 1146, 1618]
event-photo-image — [438, 408, 726, 500]
story-divider — [436, 308, 728, 310]
notice-text: اسان جي موڪل سان اطلاع ڏجي ٿو ته منهنجي سموري ملڪيت جا ڪاغذات گم ٿي ويا آهن، جنهن جي رپورٽ لاڳاپيل ٿاڻي تي ڪرائي وئي آهي، جيڪڏهن ڪنهن کي ملن ته مهرباني ڪري هيٺ ڏنل پتي تي پهچائي ثواب دارين حاصل ڪري. ڪنهن به ماڻهو کي ڪو اعتراض هجي ته پندرهن ڏينهن اندر اطلاع ڏئي. — [882, 1776, 1004, 1873]
story-gas-loadshedding — [436, 30, 728, 148]
story-inflation — [291, 406, 433, 706]
notice-ref: (0640) — [732, 727, 878, 740]
notice-text: اسان جي موڪل سان اطلاع ڏجي ٿو ته منهنجي سموري ملڪيت جا ڪاغذات گم ٿي ويا آهن، جنهن جي رپورٽ لاڳاپيل ٿاڻي تي ڪرائي وئي آهي، جيڪڏهن ڪنهن کي ملن ته مهرباني ڪري هيٺ ڏنل پتي تي پهچائي ثواب دارين حاصل ڪري. ڪنهن به ماڻهو کي ڪو اعتراض هجي ته پندرهن ڏينهن اندر اطلاع ڏئي. — [1010, 1496, 1144, 1582]
story-body: عورتن جي عالمي ڏينهن جي حوالي سان منعقد تقريب ۾ مقررين چيو ته عورتن کي برابري جا حق ڏيڻ کان سواءِ سماج ترقي نٿو ڪري سگهي. — [7, 915, 427, 938]
story-body: خيرپور جي مختلف علائقن ۾ گٽر ابلجي پيا آهن، شهرين ميونسپل ڪاميٽي خلاف احتجاج ڪيو ۽ صفائي جو مطالبو ڪيو. — [294, 65, 430, 113]
story-subhead: سگهه سماجي خدمتن جي سمورن ڪمن ۾ عورتن جي اهميت ملي — [4, 892, 430, 910]
plot-wanted-ad — [291, 1222, 433, 1292]
story-body: ايل پي جي گئس جا اگهه آسمان تي پهچي ويا، پورهيت طبقي جا گهر ٻرندڙ چلهن کان محروم، شهرين جو حڪومت کان مطالبو ته گئس جي فراهمي يقيني بڻائي وڃي ۽ لوڊشيڊنگ جو خاتمو ڪيو وڃي. — [439, 78, 725, 113]
notice-ref: (0646) — [880, 1737, 1006, 1750]
notice-ref: (0644) — [1008, 2011, 1146, 2024]
notice-ref: (0634) — [7, 1644, 143, 1657]
notice-text: اسان جي موڪل سان اطلاع ڏجي ٿو ته منهنجي سموري ملڪيت جا ڪاغذات گم ٿي ويا آهن، جنهن جي رپورٽ لاڳاپيل ٿاڻي تي ڪرائي وئي آهي، جيڪڏهن ڪنهن کي ملن ته مهرباني ڪري هيٺ ڏنل پتي تي پهچائي ثواب دارين حاصل ڪري. ڪنهن به ماڻهو کي ڪو اعتراض هجي ته پندرهن ڏينهن اندر اطلاع ڏئي. — [734, 640, 876, 726]
court-notice-title: ڪورٽ نوٽيس — [149, 1307, 287, 1325]
page-title: روزاني عوامي آواز (5) جمعو 10 مارچ 2023 ع — [404, 6, 746, 24]
notice-ref: (0655) — [439, 1542, 579, 1555]
notice-ref: (0647) — [880, 557, 1006, 570]
notice-text: اسان جي موڪل سان اطلاع ڏجي ٿو ته منهنجي سموري ملڪيت جا ڪاغذات گم ٿي ويا آهن، جنهن جي رپورٽ لاڳاپيل ٿاڻي تي ڪرائي وئي آهي، جيڪڏهن ڪنهن کي ملن ته مهرباني ڪري هيٺ ڏنل پتي تي پهچائي ثواب دارين حاصل ڪري. ڪنهن به ماڻهو کي ڪو اعتراض هجي ته پندرهن ڏينهن اندر اطلاع ڏئي. — [1010, 640, 1144, 726]
notice-text: اسان جي موڪل سان اطلاع ڏجي ٿو ته منهنجي سموري ملڪيت جا ڪاغذات گم ٿي ويا آهن، جنهن جي رپورٽ لاڳاپيل ٿاڻي تي ڪرائي وئي آهي، جيڪڏهن ڪنهن کي ملن ته مهرباني ڪري هيٺ ڏنل پتي تي پهچائي ثواب دارين حاصل ڪري. ڪنهن به ماڻهو کي ڪو اعتراض هجي ته پندرهن ڏينهن اندر اطلاع ڏئي. — [882, 596, 1004, 693]
notice-heading: عام اطلاع — [880, 1990, 1006, 2008]
notice-heading: عام اطلاع — [1008, 744, 1146, 762]
notice-heading: عام اطلاع — [1008, 530, 1146, 548]
notice-text: اسان جي موڪل سان اطلاع ڏجي ٿو ته منهنجي سموري ملڪيت جا ڪاغذات گم ٿي ويا آهن، جنهن جي رپورٽ لاڳاپيل ٿاڻي تي ڪرائي وئي آهي، جيڪڏهن ڪنهن کي ملن ته مهرباني ڪري هيٺ ڏنل پتي تي پهچائي ثواب دارين حاصل ڪري. ڪنهن به ماڻهو کي ڪو اعتراض هجي ته پندرهن ڏينهن اندر اطلاع ڏئي. — [1010, 766, 1144, 852]
notice-text: اسان جي موڪل سان اطلاع ڏجي ٿو ته منهنجي سموري ملڪيت جا ڪاغذات گم ٿي ويا آهن، جنهن جي رپورٽ لاڳاپيل ٿاڻي تي ڪرائي وئي آهي، جيڪڏهن ڪنهن کي ملن ته مهرباني ڪري هيٺ ڏنل پتي تي پهچائي ثواب دارين حاصل ڪري. ڪنهن به ماڻهو کي ڪو اعتراض هجي ته پندرهن ڏينهن اندر اطلاع ڏئي. — [1010, 1622, 1144, 1708]
court-notice-title: ڪورٽ نوٽيس — [294, 1567, 430, 1585]
